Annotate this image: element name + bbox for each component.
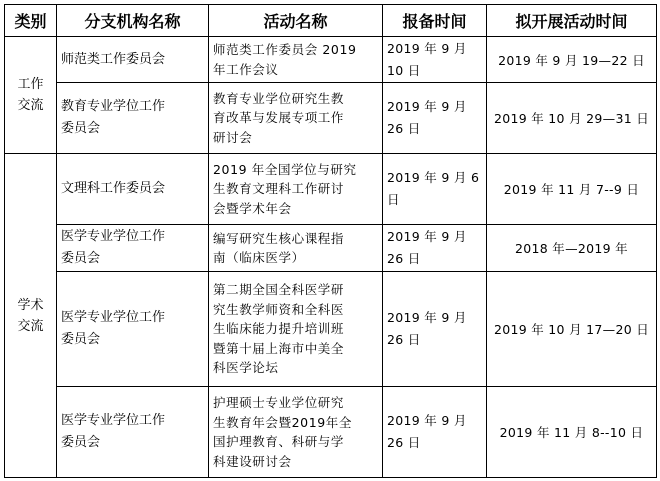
planned-time-cell: 2019 年 11 月 8--10 日 bbox=[487, 387, 657, 478]
table-row bbox=[5, 225, 657, 272]
report-time-cell: 2019 年 9 月 26 日 bbox=[383, 225, 487, 272]
header-category: 类别 bbox=[5, 5, 57, 37]
table-row bbox=[5, 272, 657, 387]
planned-time-cell: 2019 年 11 月 7--9 日 bbox=[487, 154, 657, 225]
activity-cell: 第二期全国全科医学研 究生教学师资和全科医 生临床能力提升培训班 暨第十届上海市中美全 科医学论坛 bbox=[209, 272, 383, 387]
activities-table bbox=[4, 4, 657, 478]
activity-cell: 编写研究生核心课程指 南（临床医学） bbox=[209, 225, 383, 272]
report-time-cell: 2019 年 9 月 26 日 bbox=[383, 387, 487, 478]
activity-cell: 护理硕士专业学位研究 生教育年会暨2019年全 国护理教育、科研与学 科建设研讨会 bbox=[209, 387, 383, 478]
table-row bbox=[5, 83, 657, 154]
header-planned-time: 拟开展活动时间 bbox=[487, 5, 657, 37]
branch-cell: 文理科工作委员会 bbox=[57, 154, 209, 225]
category-cell: 学术 交流 bbox=[5, 154, 57, 478]
header-branch-name: 分支机构名称 bbox=[57, 5, 209, 37]
report-time-cell: 2019 年 9 月 10 日 bbox=[383, 37, 487, 83]
table-row bbox=[5, 37, 657, 83]
branch-cell: 师范类工作委员会 bbox=[57, 37, 209, 83]
activity-cell: 师范类工作委员会 2019 年工作会议 bbox=[209, 37, 383, 83]
table-row bbox=[5, 154, 657, 225]
report-time-cell: 2019 年 9 月 26 日 bbox=[383, 83, 487, 154]
branch-cell: 教育专业学位工作 委员会 bbox=[57, 83, 209, 154]
branch-cell: 医学专业学位工作 委员会 bbox=[57, 272, 209, 387]
planned-time-cell: 2018 年—2019 年 bbox=[487, 225, 657, 272]
branch-cell: 医学专业学位工作 委员会 bbox=[57, 387, 209, 478]
planned-time-cell: 2019 年 9 月 19—22 日 bbox=[487, 37, 657, 83]
header-row bbox=[5, 5, 657, 37]
report-time-cell: 2019 年 9 月 26 日 bbox=[383, 272, 487, 387]
planned-time-cell: 2019 年 10 月 29—31 日 bbox=[487, 83, 657, 154]
planned-time-cell: 2019 年 10 月 17—20 日 bbox=[487, 272, 657, 387]
activity-cell: 2019 年全国学位与研究 生教育文理科工作研讨 会暨学术年会 bbox=[209, 154, 383, 225]
table-row bbox=[5, 387, 657, 478]
activity-cell: 教育专业学位研究生教 育改革与发展专项工作 研讨会 bbox=[209, 83, 383, 154]
category-cell: 工作 交流 bbox=[5, 37, 57, 154]
branch-cell: 医学专业学位工作 委员会 bbox=[57, 225, 209, 272]
report-time-cell: 2019 年 9 月 6 日 bbox=[383, 154, 487, 225]
header-activity-name: 活动名称 bbox=[209, 5, 383, 37]
header-report-time: 报备时间 bbox=[383, 5, 487, 37]
